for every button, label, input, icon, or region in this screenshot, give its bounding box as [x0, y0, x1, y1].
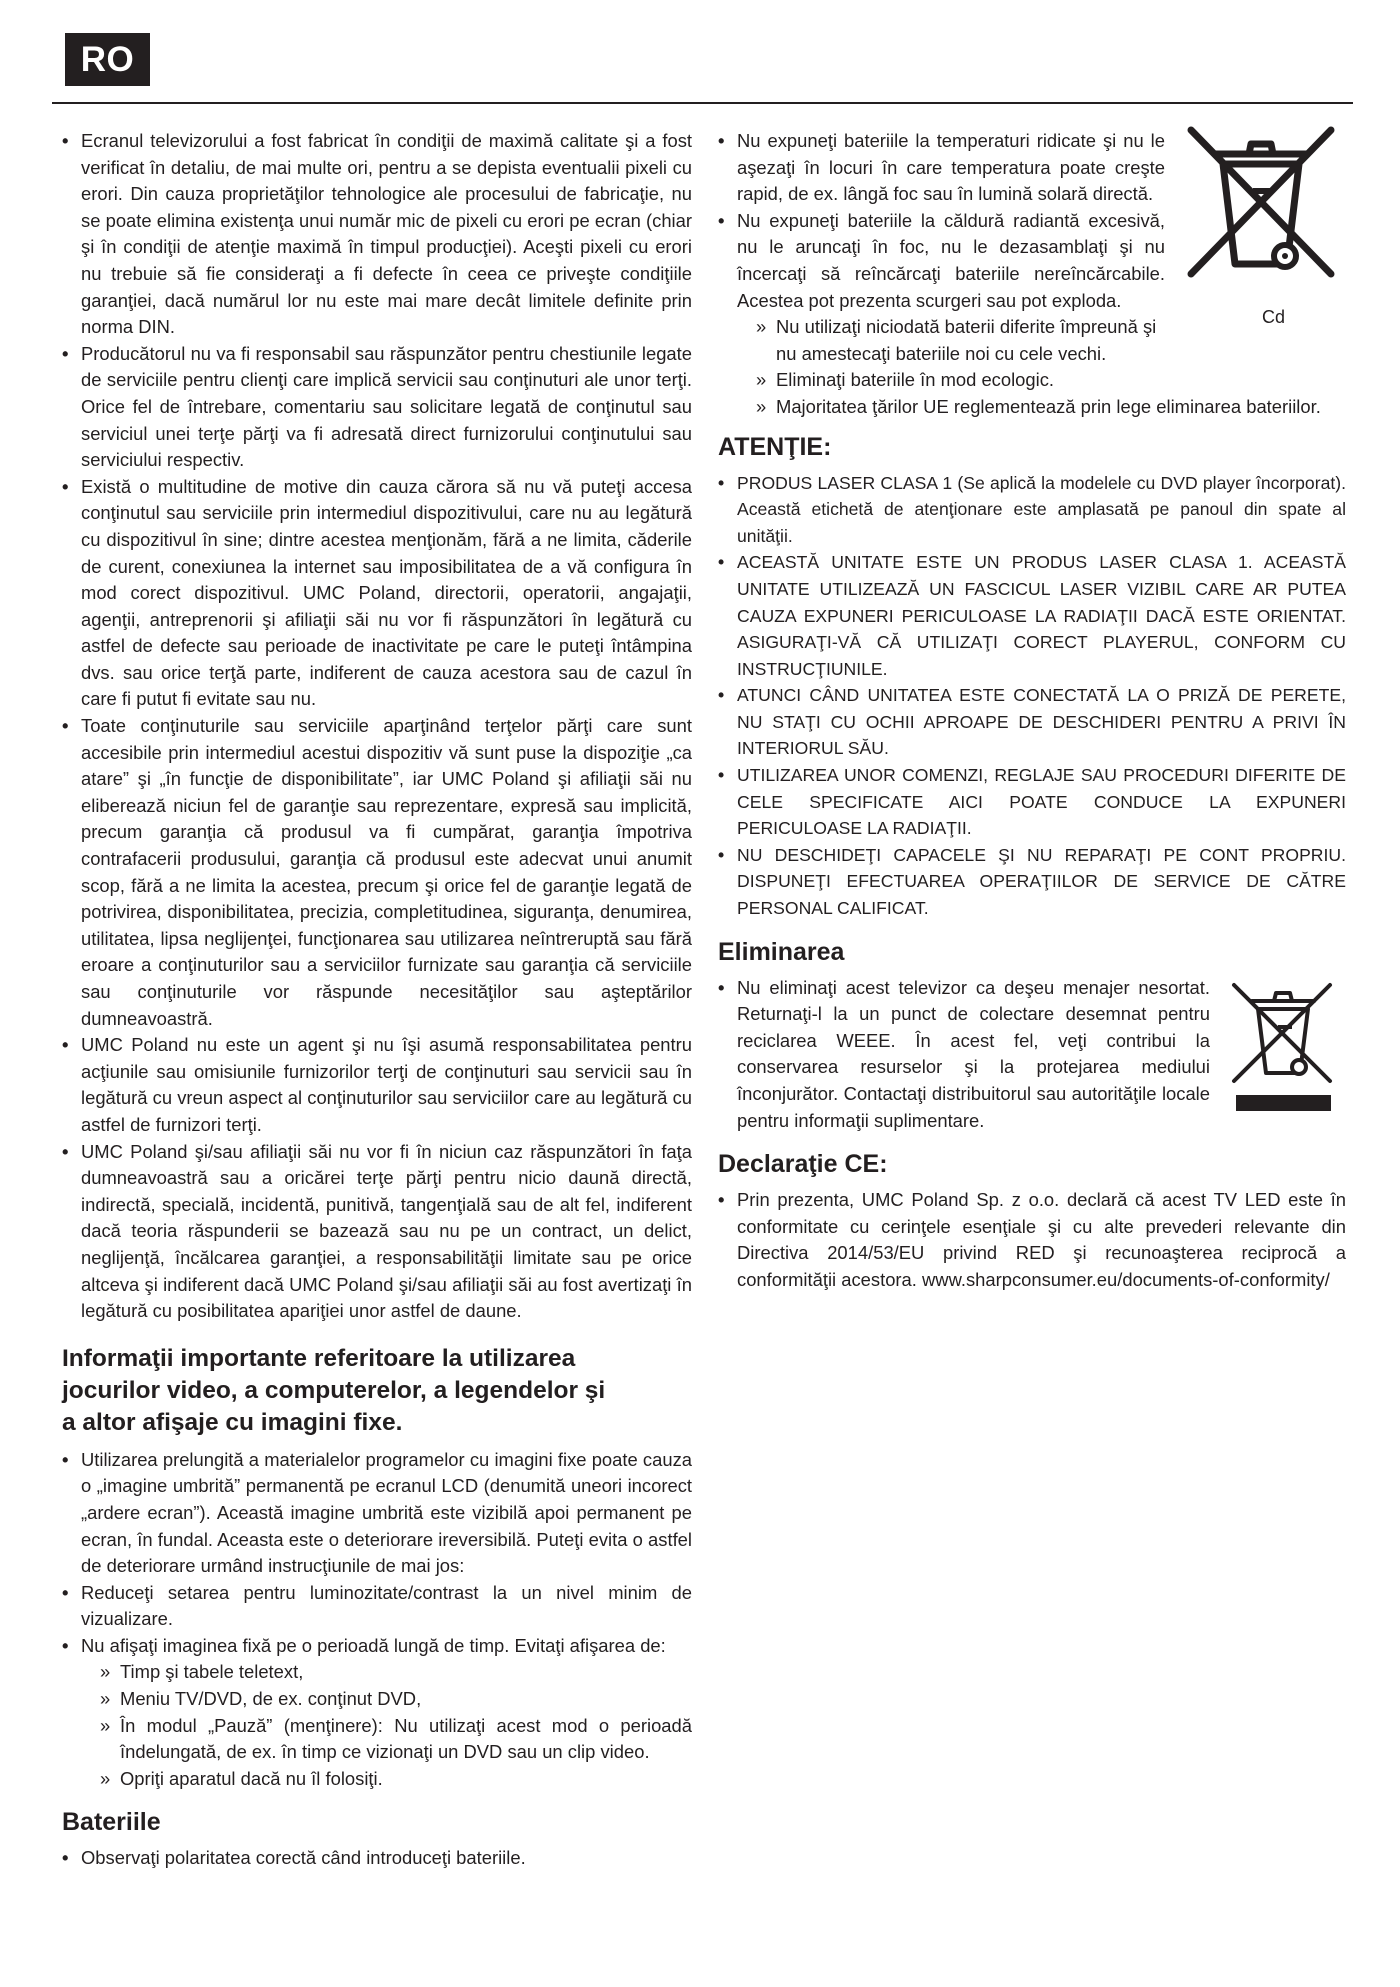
- still-images-heading: Informaţii importante referitoare la utilizarea jocurilor video, a computerelor, a legendelor şi a altor afişaje cu imagini fixe.: [62, 1344, 606, 1436]
- right-column: [718, 128, 1346, 1294]
- list-item: • UMC Poland nu este un agent şi nu îşi asumă responsabilitatea pentru acţiunile sau omisiunile furnizorilor terţi de conţinuturi sau servicii sau în legătură cu vreun aspect al conţinuturilor sau serviciilor care au legătură cu astfel de furnizori terţi.: [62, 1032, 692, 1138]
- list-item: • PRODUS LASER CLASA 1 (Se aplică la modelele cu DVD player încorporat). Această etichetă de atenţionare este amplasată pe panoul din spate al unităţii.: [718, 470, 1346, 550]
- list-item: • Nu eliminaţi acest televizor ca deşeu menajer nesortat. Returnaţi-l la un punct de colectare desemnat pentru reciclarea WEEE. În acest fel, veţi contribui la conservarea resurselor şi la protejarea mediului înconjurător. Contactaţi distribuitorul sau autorităţile locale pentru informaţii suplimentare.: [718, 975, 1346, 1135]
- intro-list: [62, 128, 692, 1325]
- sub-list: [100, 1659, 692, 1792]
- list-item-text: Nu afişaţi imaginea fixă pe o perioadă lungă de timp. Evitaţi afişarea de:: [81, 1634, 666, 1656]
- list-item: • ATUNCI CÂND UNITATEA ESTE CONECTATĂ LA O PRIZĂ DE PERETE, NU STAŢI CU OCHII APROAPE DE DESCHIDERI PENTRU A PRIVI ÎN INTERIORUL SĂU.: [718, 682, 1346, 762]
- list-item: • NU DESCHIDEŢI CAPACELE ŞI NU REPARAŢI PE CONT PROPRIU. DISPUNEŢI EFECTUAREA OPERAŢIILOR DE SERVICE DE CĂTRE PERSONAL CALIFICAT.: [718, 842, 1346, 922]
- list-item: • UMC Poland şi/sau afiliaţii săi nu vor fi în niciun caz răspunzători în faţa dumneavoastră sau a oricărei terţe părţi pentru nicio daună directă, indirectă, specială, incidentă, punitivă, tangenţială sau de alt fel, indiferent dacă teoria răspunderii se bazează sau nu pe un contract, un delict, neglijenţă, încălcarea garanţiei, a responsabilităţii limitate sau pe orice altceva şi indiferent dacă UMC Poland şi/sau afiliaţii săi au fost avertizaţi în legătură cu posibilitatea apariţiei unor astfel de daune.: [62, 1139, 692, 1325]
- batteries-sub-list: [756, 314, 1346, 420]
- attention-list: [718, 470, 1346, 922]
- language-badge: RO: [65, 33, 150, 86]
- cd-label: Cd: [1261, 307, 1285, 327]
- still-images-list: [62, 1447, 692, 1793]
- list-item: • Nu expuneţi bateriile la temperaturi ridicate şi nu le aşezaţi în locuri în care temperatura poate creşte rapid, de ex. lângă foc sau în lumină solară directă.: [718, 128, 1346, 208]
- batteries-list: [62, 1845, 692, 1872]
- list-item: • Toate conţinuturile sau serviciile aparţinând terţelor părţi care sunt accesibile prin intermediul acestui dispozitiv vă sunt puse la dispoziţie „ca atare” şi „în funcţie de disponibilitate”, iar UMC Poland şi afiliaţii săi nu eliberează niciun fel de garanţie sau reprezentare, expresă sau implicită, precum garanţia că produsul va fi cumpărat, garanţia împotriva contrafacerii produsului, garanţia că produsul este adecvat unui anumit scop, fără a ne limita la acestea, precum şi orice fel de garanţie legată de potrivirea, disponibilitatea, precizia, completitudinea, siguranţa, denumirea, utilitatea, lipsa neglijenţei, funcţionarea sau utilizarea neîntreruptă sau fără eroare a conţinuturilor sau a serviciilor furnizate sau garanţia că serviciile sau conţinuturile vor răspunde necesităţilor sau aşteptărilor dumneavoastră.: [62, 713, 692, 1032]
- list-item: • Utilizarea prelungită a materialelor programelor cu imagini fixe poate cauza o „imagine umbrită” permanentă pe ecranul LCD (denumită uneori incorect „ardere ecran”). Această imagine umbrită este vizibilă apoi permanent pe ecran, în fundal. Aceasta este o deteriorare ireversibilă. Puteţi evita o astfel de deteriorare urmând instrucţiunile de mai jos:: [62, 1447, 692, 1580]
- list-item: • Nu expuneţi bateriile la căldură radiantă excesivă, nu le aruncaţi în foc, nu le dezasamblaţi şi nu încercaţi să reîncărcaţi bateriile nereîncărcabile. Acestea pot prezenta scurgeri sau pot exploda.: [718, 208, 1346, 314]
- sub-list-item: » Eliminaţi bateriile în mod ecologic.: [756, 367, 1346, 394]
- disposal-heading: Eliminarea: [718, 937, 845, 966]
- list-item: • Ecranul televizorului a fost fabricat în condiţii de maximă calitate şi a fost verificat în detaliu, de mai multe ori, pentru a se depista eventualii pixeli cu erori. Din cauza proprietăţilor tehnologice ale procesului de fabricaţie, nu se poate elimina existenţa unui număr mic de pixeli cu erori pe ecran (chiar şi în condiţii de atenţie maximă în timpul producţiei). Aceşti pixeli cu erori nu trebuie să fie consideraţi a fi defecte în ceea ce priveşte condiţiile garanţiei, dacă numărul lor nu este mai mare decât limitele definite prin norma DIN.: [62, 128, 692, 341]
- header-rule: [52, 102, 1353, 104]
- sub-list-item: » Majoritatea ţărilor UE reglementează prin lege eliminarea bateriilor.: [756, 394, 1346, 421]
- list-item: • Există o multitudine de motive din cauza cărora să nu vă puteţi accesa conţinutul sau serviciile prin intermediul dispozitivului, care nu au legătură cu dispozitivul în sine; dintre acestea menţionăm, fără a ne limita, căderile de curent, conexiunea la internet sau imposibilitatea de a vă configura în mod corect dispozitivul. UMC Poland, directorii, operatorii, angajaţii, agenţii, antreprenorii şi afiliaţii săi nu vor fi răspunzători în legătură cu astfel de defecte sau perioade de inactivitate pe care le puteţi întâmpina dvs. sau orice terţă parte, indiferent de cauza acestora sau de cazul în care fi putut fi evitate sau nu.: [62, 474, 692, 713]
- sub-list-item: » În modul „Pauză” (menţinere): Nu utilizaţi acest mod o perioadă îndelungată, de ex. în timp ce vizionaţi un DVD sau un clip video.: [100, 1713, 692, 1766]
- sub-list-item: » Nu utilizaţi niciodată baterii diferite împreună şi nu amestecaţi bateriile noi cu cele vechi.: [756, 314, 1346, 367]
- sub-list-item: » Meniu TV/DVD, de ex. conţinut DVD,: [100, 1686, 692, 1713]
- list-item: • UTILIZAREA UNOR COMENZI, REGLAJE SAU PROCEDURI DIFERITE DE CELE SPECIFICATE AICI POATE CONDUCE LA EXPUNERI PERICULOASE LA RADIAŢII.: [718, 762, 1346, 842]
- list-item: • Producătorul nu va fi responsabil sau răspunzător pentru chestiunile legate de serviciile pentru clienţi care implică servicii sau conţinuturi ale unor terţi. Orice fel de întrebare, comentariu sau solicitare legată de conţinutul sau serviciul unei terţe părţi va fi adresată direct furnizorului conţinutului sau serviciului respectiv.: [62, 341, 692, 474]
- ce-list: [718, 1187, 1346, 1293]
- disposal-list: [718, 975, 1346, 1135]
- left-column: [62, 128, 692, 1872]
- sub-list-item: » Opriţi aparatul dacă nu îl folosiţi.: [100, 1766, 692, 1793]
- sub-list-item: » Timp şi tabele teletext,: [100, 1659, 692, 1686]
- ce-heading: Declaraţie CE:: [718, 1150, 888, 1179]
- list-item: • Reduceţi setarea pentru luminozitate/contrast la un nivel minim de vizualizare.: [62, 1580, 692, 1633]
- list-item: • Observaţi polaritatea corectă când introduceţi bateriile.: [62, 1845, 692, 1872]
- batteries-heading: Bateriile: [62, 1808, 161, 1837]
- attention-heading: ATENŢIE:: [718, 432, 832, 461]
- list-item: • ACEASTĂ UNITATE ESTE UN PRODUS LASER CLASA 1. ACEASTĂ UNITATE UTILIZEAZĂ UN FASCICUL LASER VIZIBIL CARE AR PUTEA CAUZA EXPUNERI PERICULOASE LA RADIAŢII DACĂ ESTE ORIENTAT. ASIGURAŢI-VĂ CĂ UTILIZAŢI CORECT PLAYERUL, CONFORM CU INSTRUCŢIUNILE.: [718, 549, 1346, 682]
- batteries-cont-list: [718, 128, 1346, 314]
- list-item: [62, 1633, 692, 1793]
- list-item: • Prin prezenta, UMC Poland Sp. z o.o. declară că acest TV LED este în conformitate cu cerinţele esenţiale şi cu alte prevederi relevante din Directiva 2014/53/EU privind RED şi recunoaşterea reciprocă a conformităţii acestora. www.sharpconsumer.eu/documents-of-conformity/: [718, 1187, 1346, 1293]
